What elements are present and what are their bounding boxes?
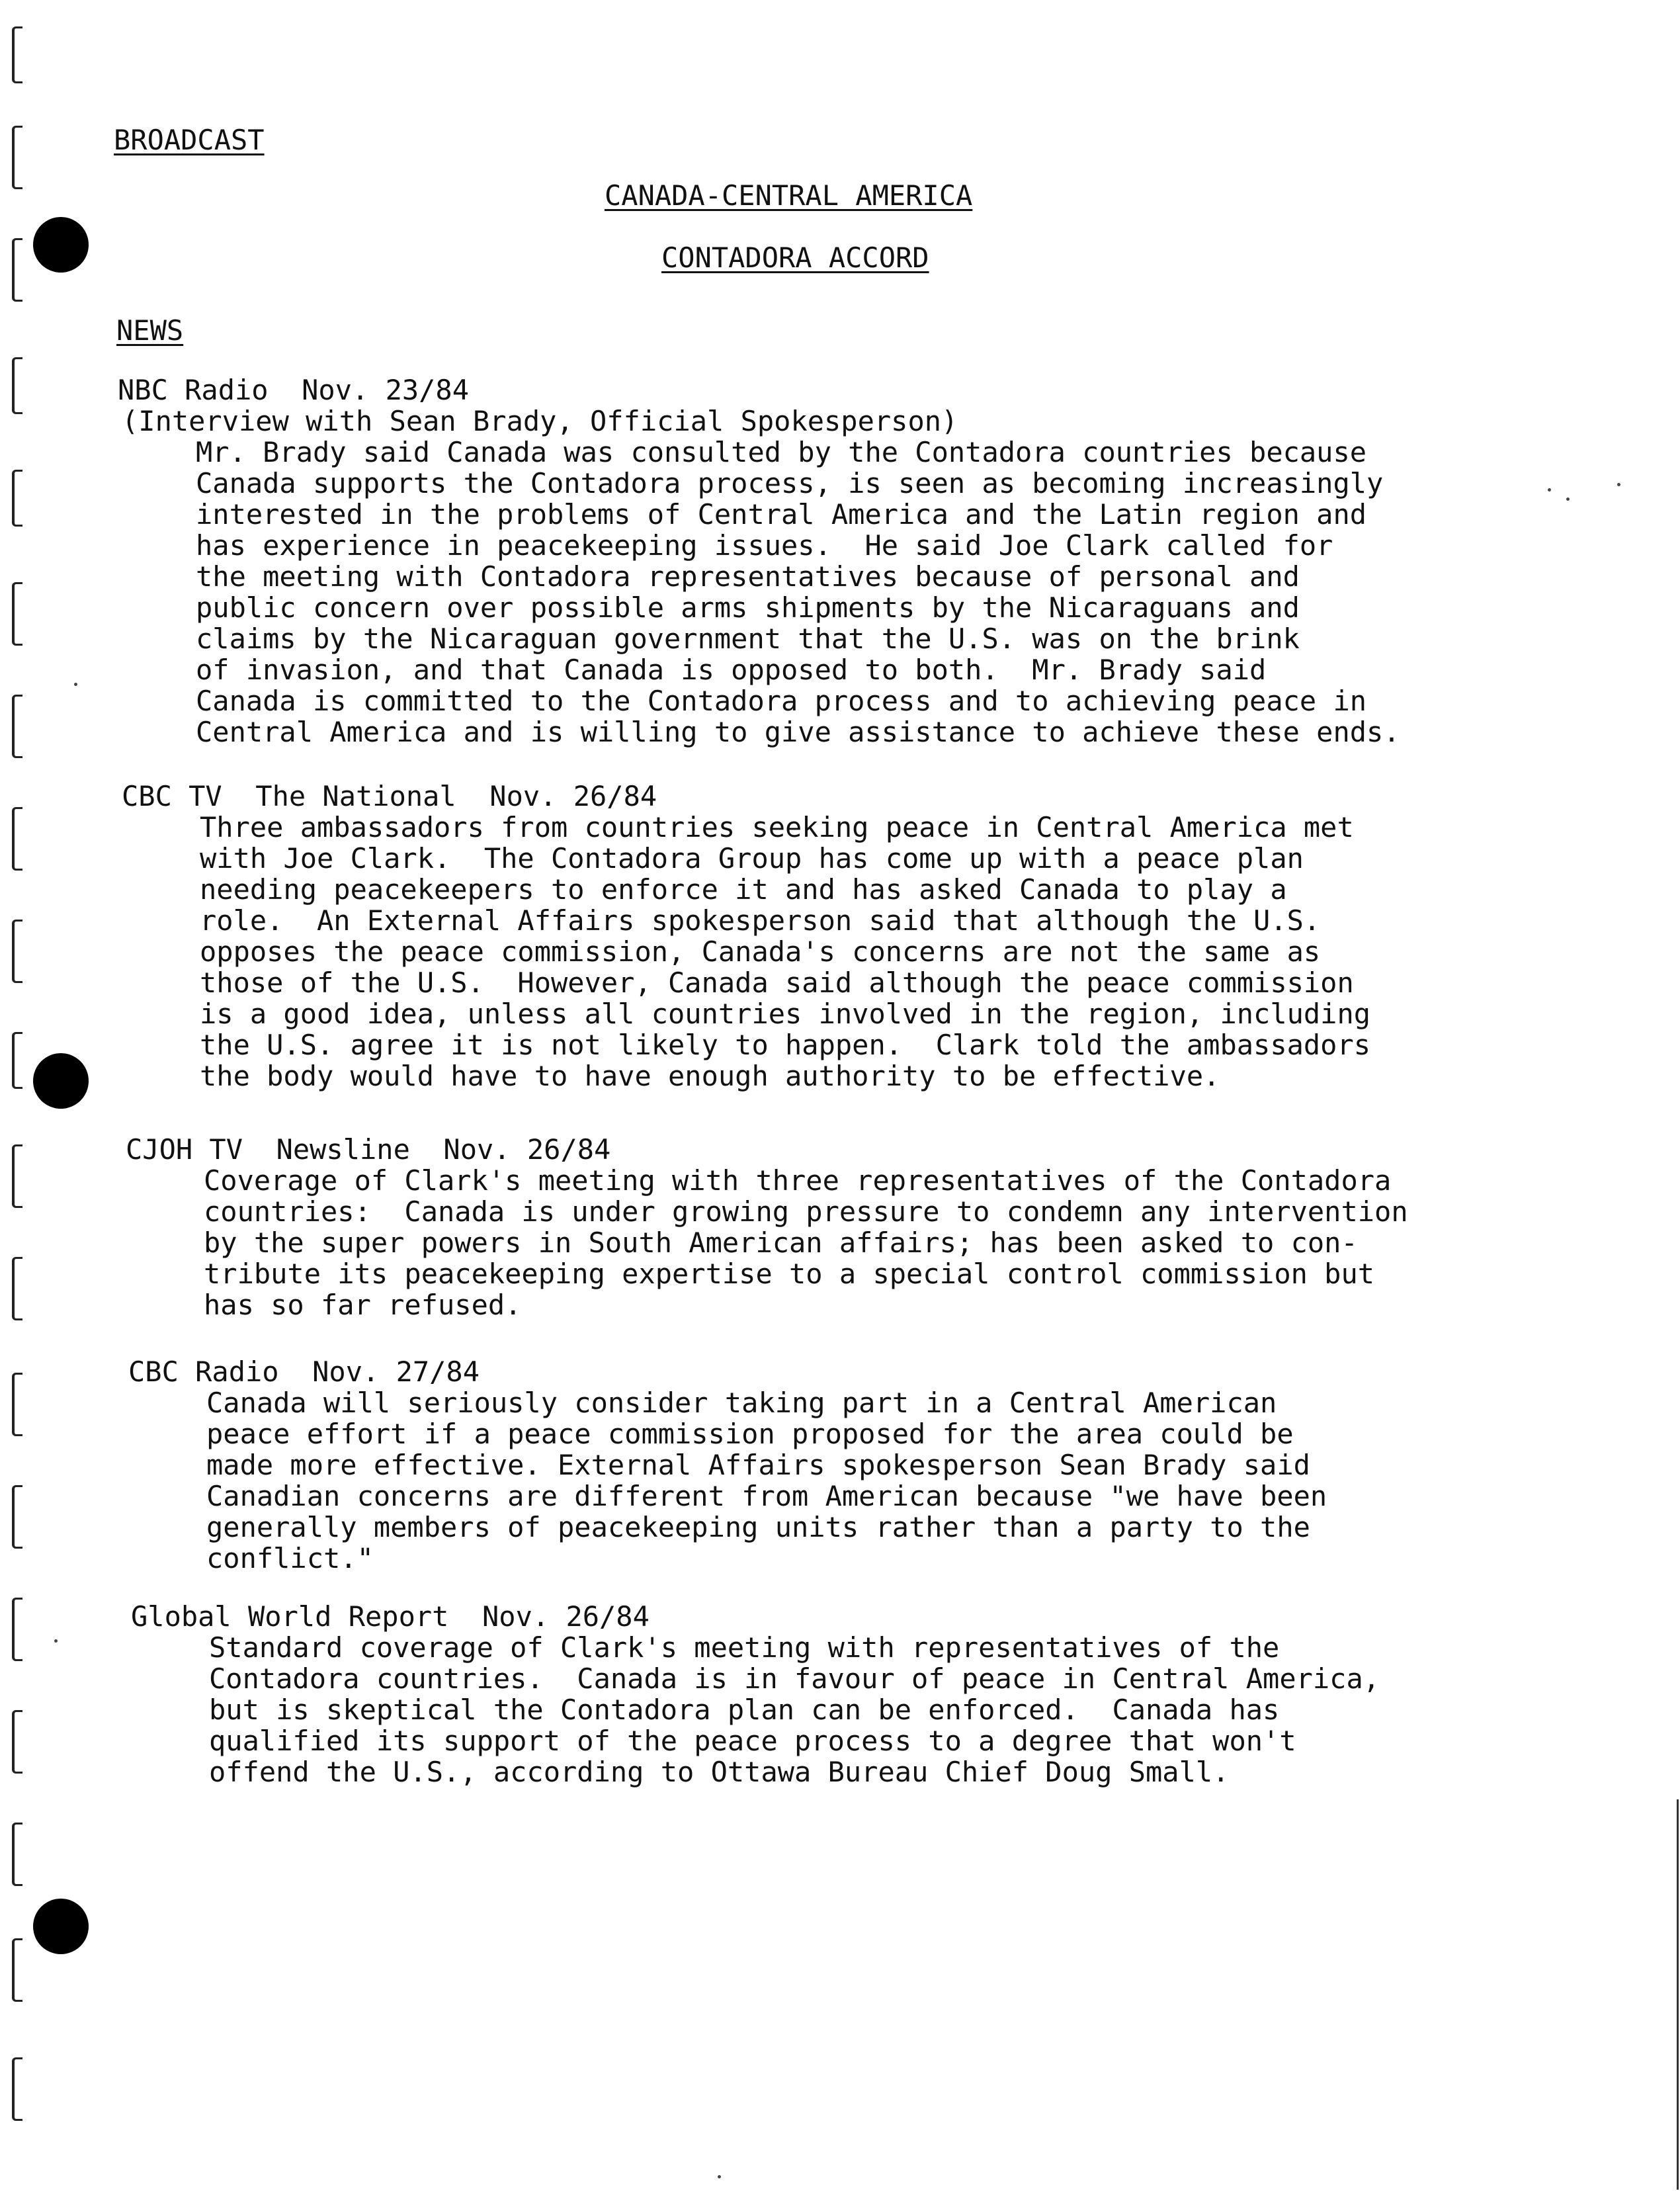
story-global-world-report: [131, 1601, 1380, 1787]
story-line: claims by the Nicaraguan government that the U.S. was on the brink: [196, 623, 1300, 655]
binder-hole-top: [33, 217, 89, 273]
story-line: has so far refused.: [204, 1289, 522, 1321]
story-line: opposes the peace commission, Canada's concerns are not the same as: [200, 935, 1321, 968]
story-line: Standard coverage of Clark's meeting with representatives of the: [209, 1631, 1280, 1664]
binding-mark: [12, 357, 22, 414]
story-line: is a good idea, unless all countries involved in the region, including: [200, 998, 1371, 1030]
story-line: generally members of peacekeeping units rather than a party to the: [206, 1511, 1310, 1543]
binding-mark: [12, 1938, 22, 2002]
binding-mark: [12, 582, 22, 646]
category-label: BROADCAST: [114, 124, 265, 156]
story-line: needing peacekeepers to enforce it and has asked Canada to play a: [200, 873, 1287, 906]
scan-speck: [718, 2175, 721, 2178]
story-cbc-tv: [122, 781, 1370, 1092]
story-line: by the super powers in South American affairs; has been asked to con-: [204, 1226, 1358, 1259]
story-line: Canadian concerns are different from American because "we have been: [206, 1480, 1327, 1512]
story-line: the body would have to have enough authority to be effective.: [200, 1060, 1220, 1092]
scan-speck: [1548, 488, 1551, 492]
story-line: Central America and is willing to give assistance to achieve these ends.: [196, 716, 1400, 748]
section-label: NEWS: [116, 314, 184, 347]
story-source: Global World Report Nov. 26/84: [131, 1600, 650, 1633]
story-body: [122, 812, 1370, 1092]
story-source: CJOH TV Newsline Nov. 26/84: [126, 1133, 611, 1166]
story-line: Coverage of Clark's meeting with three representatives of the Contadora: [204, 1164, 1392, 1197]
story-line: tribute its peacekeeping expertise to a special control commission but: [204, 1258, 1375, 1290]
binding-mark: [12, 1032, 22, 1089]
binding-mark: [12, 470, 22, 527]
scan-speck: [74, 683, 77, 686]
story-cjoh-tv: [126, 1134, 1408, 1320]
story-line: countries: Canada is under growing pressure to condemn any intervention: [204, 1195, 1408, 1228]
story-line: Three ambassadors from countries seeking peace in Central America met: [200, 811, 1354, 843]
binding-mark: [12, 1257, 22, 1320]
scan-speck: [54, 1639, 58, 1643]
story-body: [128, 1387, 1327, 1574]
story-body: [126, 1165, 1408, 1320]
binding-mark: [12, 26, 22, 83]
story-line: the U.S. agree it is not likely to happen. Clark told the ambassadors: [200, 1029, 1371, 1061]
story-subline: (Interview with Sean Brady, Official Spokesperson): [122, 405, 958, 437]
story-line: Canada supports the Contadora process, is seen as becoming increasingly: [196, 467, 1384, 499]
title-line-1: CANADA-CENTRAL AMERICA: [605, 179, 973, 212]
story-source: CBC Radio Nov. 27/84: [128, 1355, 480, 1388]
binding-mark: [12, 126, 22, 189]
story-line: of invasion, and that Canada is opposed to both. Mr. Brady said: [196, 654, 1267, 686]
binding-mark: [12, 2057, 22, 2121]
story-line: role. An External Affairs spokesperson said that although the U.S.: [200, 904, 1321, 937]
binding-mark: [12, 1598, 22, 1661]
scan-speck: [1617, 483, 1620, 486]
story-source: CBC TV The National Nov. 26/84: [122, 780, 657, 812]
story-line: but is skeptical the Contadora plan can be enforced. Canada has: [209, 1694, 1280, 1726]
scan-edge-line: [1677, 1799, 1679, 2190]
story-line: those of the U.S. However, Canada said although the peace commission: [200, 967, 1354, 999]
story-line: made more effective. External Affairs spokesperson Sean Brady said: [206, 1449, 1310, 1481]
story-line: peace effort if a peace commission proposed for the area could be: [206, 1418, 1294, 1450]
story-line: the meeting with Contadora representatives because of personal and: [196, 560, 1300, 593]
binding-mark: [12, 1373, 22, 1436]
binding-mark: [12, 1144, 22, 1208]
story-line: Canada is committed to the Contadora process and to achieving peace in: [196, 685, 1367, 717]
binder-hole-bottom: [33, 1899, 89, 1954]
binding-mark: [12, 807, 22, 871]
story-body: [131, 1632, 1380, 1787]
story-line: with Joe Clark. The Contadora Group has come up with a peace plan: [200, 842, 1304, 875]
title-line-2: CONTADORA ACCORD: [661, 241, 929, 274]
binding-mark: [12, 1485, 22, 1549]
story-line: has experience in peacekeeping issues. He said Joe Clark called for: [196, 529, 1333, 562]
binding-mark: [12, 695, 22, 758]
binding-mark: [12, 1710, 22, 1774]
binding-mark: [12, 238, 22, 302]
story-line: offend the U.S., according to Ottawa Bureau Chief Doug Small.: [209, 1756, 1230, 1788]
story-line: Contadora countries. Canada is in favour of peace in Central America,: [209, 1662, 1380, 1695]
binding-mark: [12, 1823, 22, 1886]
story-body: [118, 437, 1400, 748]
story-line: public concern over possible arms shipments by the Nicaraguans and: [196, 591, 1300, 624]
story-line: Canada will seriously consider taking part in a Central American: [206, 1387, 1277, 1419]
binding-mark: [12, 920, 22, 983]
story-source: NBC Radio Nov. 23/84: [118, 374, 470, 406]
scan-speck: [1566, 497, 1570, 501]
story-line: conflict.": [206, 1542, 374, 1574]
binder-hole-middle: [33, 1053, 89, 1109]
story-line: qualified its support of the peace process to a degree that won't: [209, 1725, 1296, 1757]
story-line: Mr. Brady said Canada was consulted by the Contadora countries because: [196, 436, 1367, 468]
story-line: interested in the problems of Central America and the Latin region and: [196, 498, 1367, 531]
story-nbc-radio: [118, 374, 1400, 748]
story-cbc-radio: [128, 1356, 1327, 1574]
